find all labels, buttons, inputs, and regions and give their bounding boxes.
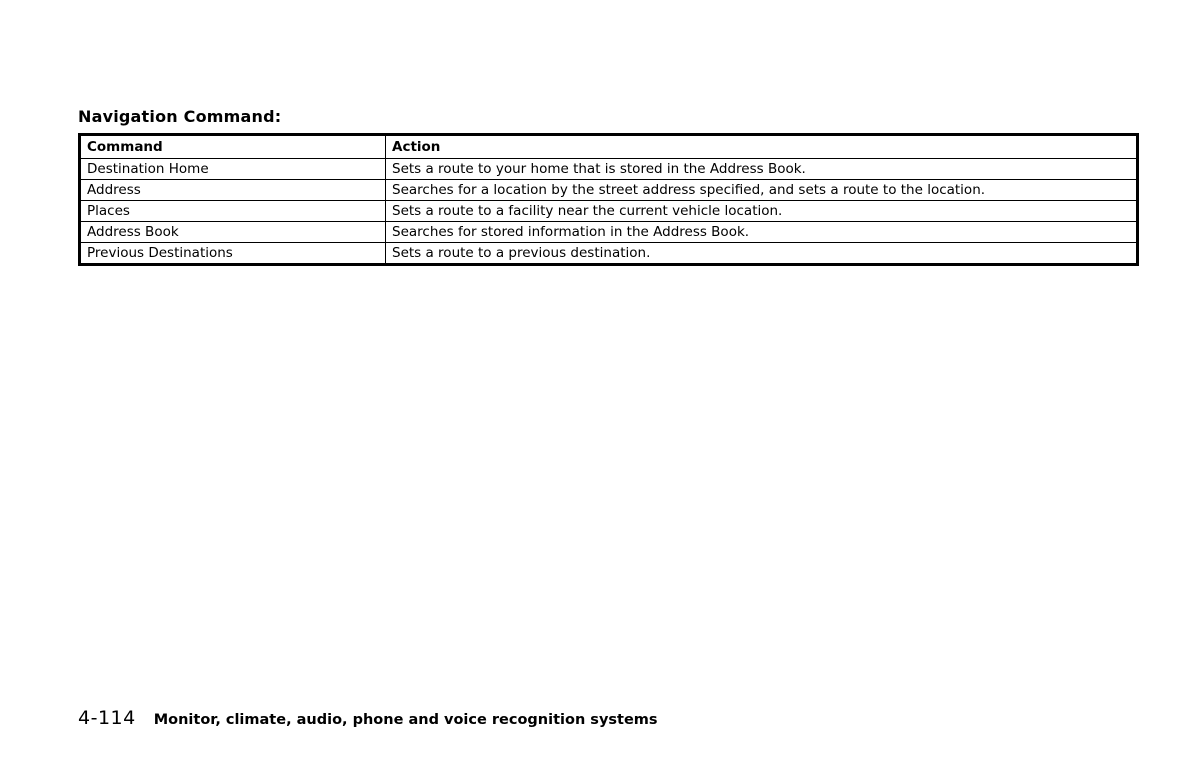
command-cell: Address	[80, 180, 386, 201]
column-header-action: Action	[386, 135, 1138, 159]
action-cell: Searches for stored information in the Address Book.	[386, 222, 1138, 243]
page-number: 4-114	[78, 707, 136, 729]
table-row	[80, 201, 1138, 222]
command-cell: Previous Destinations	[80, 243, 386, 265]
table-row	[80, 222, 1138, 243]
table-header-row	[80, 135, 1138, 159]
table-row	[80, 159, 1138, 180]
navigation-command-table	[78, 133, 1139, 266]
column-header-command: Command	[80, 135, 386, 159]
page-footer	[78, 707, 658, 729]
command-cell: Places	[80, 201, 386, 222]
table-row	[80, 180, 1138, 201]
chapter-title: Monitor, climate, audio, phone and voice recognition systems	[153, 712, 658, 728]
command-cell: Address Book	[80, 222, 386, 243]
action-cell: Sets a route to a facility near the current vehicle location.	[386, 201, 1138, 222]
action-cell: Searches for a location by the street address specified, and sets a route to the location.	[386, 180, 1138, 201]
table-row	[80, 243, 1138, 265]
action-cell: Sets a route to a previous destination.	[386, 243, 1138, 265]
action-cell: Sets a route to your home that is stored in the Address Book.	[386, 159, 1138, 180]
section-title: Navigation Command:	[78, 107, 282, 126]
command-cell: Destination Home	[80, 159, 386, 180]
